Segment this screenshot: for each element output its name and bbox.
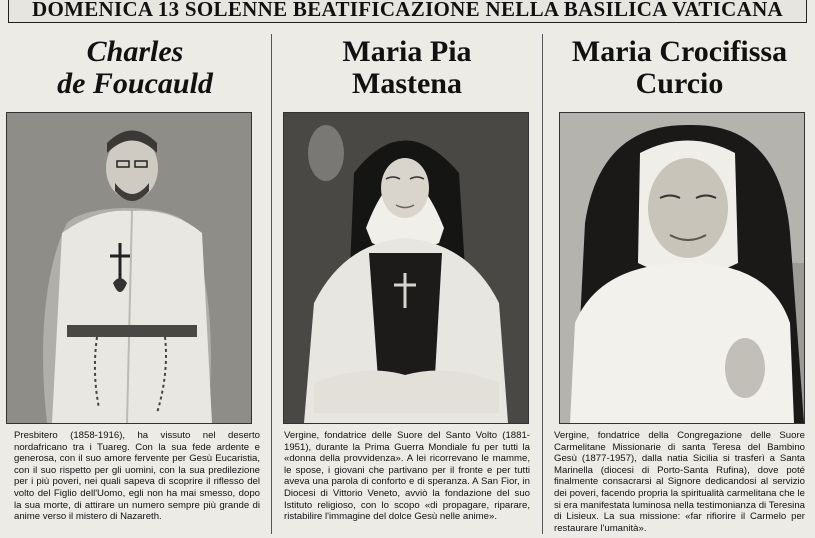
column-divider — [542, 34, 543, 534]
portrait-foucauld-image — [7, 113, 251, 423]
name-line-2: Curcio — [635, 67, 724, 100]
column-curcio — [544, 24, 815, 538]
name-line-2: Mastena — [352, 67, 462, 100]
portrait-photo — [283, 112, 529, 424]
portrait-photo — [559, 112, 805, 424]
name-line-1: Maria Crocifissa — [571, 35, 788, 68]
name-line-1: Maria Pia — [342, 35, 472, 68]
column-divider — [271, 34, 272, 534]
name-title — [274, 36, 540, 100]
name-title — [0, 36, 270, 100]
portrait-curcio-image — [560, 113, 804, 423]
headline-text: DOMENICA 13 SOLENNE BEATIFICAZIONE NELLA BASILICA VATICANA — [31, 0, 783, 21]
name-line-2: de Foucauld — [57, 67, 213, 100]
biography-caption: Presbitero (1858-1916), ha vissuto nel deserto nordafricano tra i Tuareg. Con la sua fede ardente e generosa, con il suo amore fervente per Gesù Eucaristia, con il suo rispetto per gli uomini, con la sua predilezione per i più poveri, nei quali sapeva di scoprire il riflesso del volto del Figlio dell'Uomo, egli non ha mai smesso, dopo la sua morte, di attirare un numero sempre più grande di anime verso il mistero di Nazareth. — [14, 430, 260, 523]
name-line-1: Charles — [86, 35, 184, 68]
biography-caption: Vergine, fondatrice delle Suore del Santo Volto (1881-1951), durante la Prima Guerra Mondiale fu per tutti la «donna della provvidenza». A lei ricorrevano le mamme, le spose, i giovani che partivano per il fronte e per tutti aveva una parola di conforto e di speranza. A San Fior, in Diocesi di Vittorio Veneto, avviò la fondazione del suo Istituto religioso, con lo scopo «di propagare, riparare, ristabilire l'immagine del dolce Gesù nelle anime». — [284, 430, 530, 523]
name-title — [544, 36, 815, 100]
biography-caption: Vergine, fondatrice della Congregazione delle Suore Carmelitane Missionarie di santa Teresa del Bambino Gesù (1877-1957), dalla natia Sicilia si trasferì a Santa Marinella (diocesi di Porto-Santa Rufina), dove poté finalmente consacrarsi al Signore dedicandosi al servizio dei poveri, facendo propria la spiritualità carmelitana che le si era manifestata luminosa nella testimonianza di Teresina di Lisieux. La sua missione: «far rifiorire il Carmelo per restaurare l'umanità». — [554, 430, 805, 534]
portrait-photo — [6, 112, 252, 424]
portrait-mastena-image — [284, 113, 528, 423]
column-mastena — [274, 24, 540, 538]
column-foucauld — [0, 24, 270, 538]
headline-banner — [8, 0, 807, 23]
